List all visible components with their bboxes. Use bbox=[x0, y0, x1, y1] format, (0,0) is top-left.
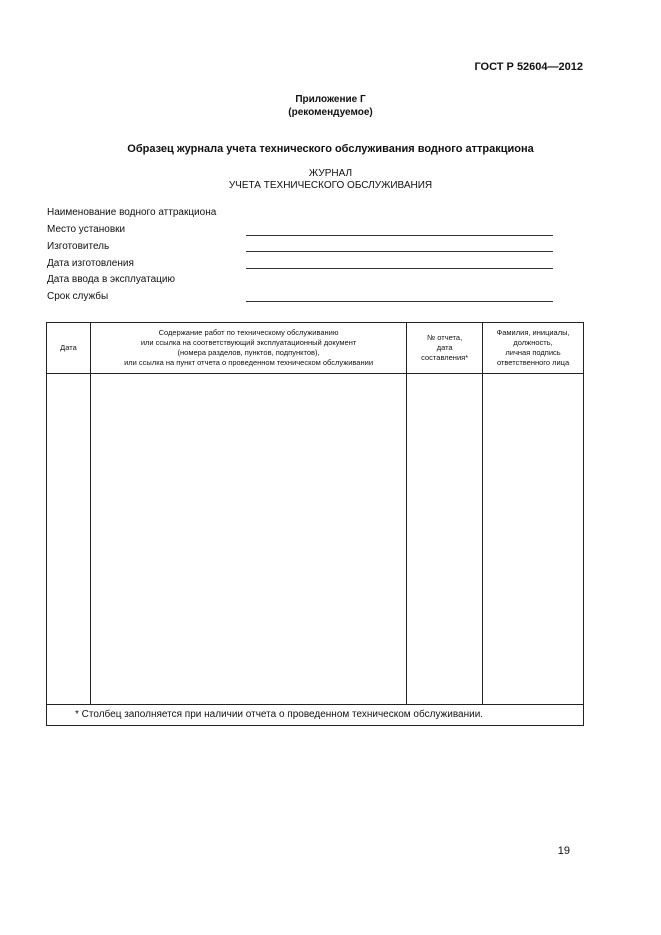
location-label: Место установки bbox=[47, 224, 126, 235]
col-header-report-line: № отчета, bbox=[427, 333, 463, 342]
col-header-responsible-line: ответственного лица bbox=[496, 358, 570, 367]
col-header-report bbox=[407, 323, 483, 374]
location-line bbox=[246, 235, 553, 236]
sample-title: Образец журнала учета технического обслуживания водного аттракциона bbox=[127, 143, 534, 155]
appendix-title: Приложение Г bbox=[295, 94, 366, 105]
table-row bbox=[47, 374, 584, 705]
page-number: 19 bbox=[557, 845, 570, 857]
commissioning-date-label: Дата ввода в эксплуатацию bbox=[47, 274, 175, 285]
appendix-status: (рекомендуемое) bbox=[288, 107, 373, 118]
col-header-content bbox=[90, 323, 406, 374]
maintenance-log-table bbox=[46, 322, 584, 726]
service-life-label: Срок службы bbox=[47, 291, 109, 302]
col-header-content-line: Содержание работ по техническому обслуживанию bbox=[158, 328, 339, 337]
col-header-responsible-line: личная подпись bbox=[505, 348, 561, 357]
manufacturer-label: Изготовитель bbox=[47, 241, 110, 252]
attraction-name-label: Наименование водного аттракциона bbox=[47, 207, 217, 218]
table-footnote: * Столбец заполняется при наличии отчета о проведенном техническом обслуживании. bbox=[47, 705, 584, 726]
cell-report bbox=[407, 374, 483, 705]
journal-title: ЖУРНАЛ bbox=[308, 168, 353, 179]
table-header-row bbox=[47, 323, 584, 374]
col-header-content-line: (номера разделов, пунктов, подпунктов), bbox=[177, 348, 320, 357]
manufacture-date-label: Дата изготовления bbox=[47, 258, 134, 269]
col-header-responsible-line: Фамилия, инициалы, bbox=[496, 328, 570, 337]
service-life-line bbox=[246, 301, 553, 302]
col-header-report-line: дата bbox=[436, 343, 453, 352]
appendix-heading bbox=[0, 93, 661, 119]
footnote-row bbox=[47, 705, 584, 726]
cell-date bbox=[47, 374, 91, 705]
standard-code: ГОСТ Р 52604—2012 bbox=[474, 61, 583, 73]
journal-subtitle: УЧЕТА ТЕХНИЧЕСКОГО ОБСЛУЖИВАНИЯ bbox=[228, 180, 433, 191]
col-header-content-line: или ссылка на пункт отчета о проведенном техническом обслуживании bbox=[124, 358, 374, 367]
cell-responsible bbox=[483, 374, 584, 705]
journal-heading bbox=[0, 168, 661, 192]
manufacturer-line bbox=[246, 251, 553, 252]
col-header-responsible-line: должность, bbox=[513, 338, 553, 347]
col-header-date: Дата bbox=[47, 323, 91, 374]
manufacture-date-line bbox=[246, 268, 553, 269]
col-header-report-line: составления* bbox=[421, 353, 469, 362]
col-header-responsible bbox=[483, 323, 584, 374]
cell-content bbox=[90, 374, 406, 705]
col-header-content-line: или ссылка на соответствующий эксплуатационный документ bbox=[140, 338, 357, 347]
